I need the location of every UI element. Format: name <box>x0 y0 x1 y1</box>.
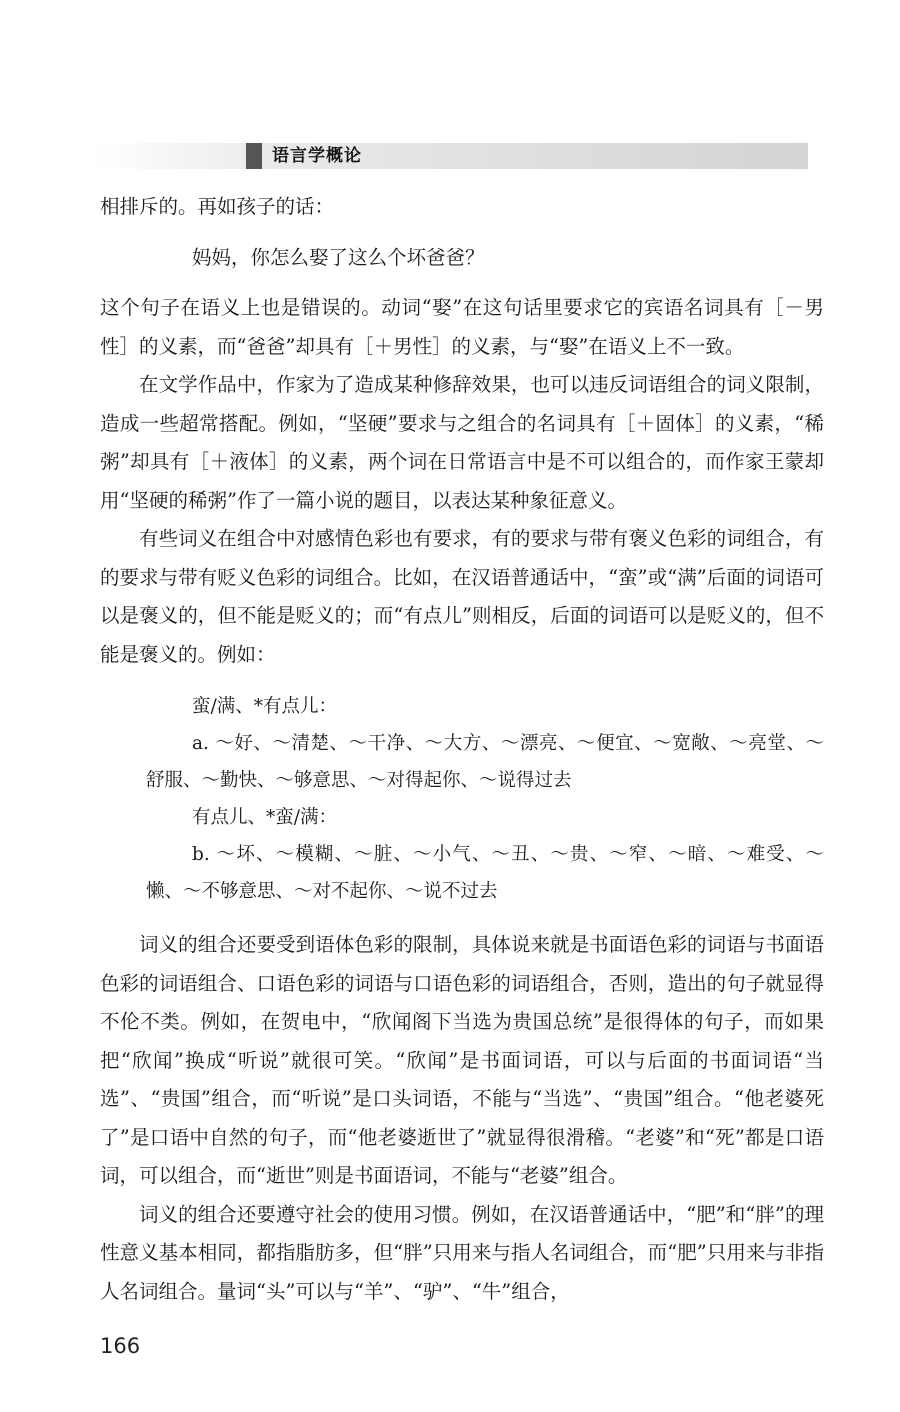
paragraph: 有些词义在组合中对感情色彩也有要求，有的要求与带有褒义色彩的词组合，有的要求与带有贬义色彩的词组合。比如，在汉语普通话中，“蛮”或“满”后面的词语可以是褒义的，但不能是贬义的；而“有点儿”则相反，后面的词语可以是贬义的，但不能是褒义的。例如： <box>100 527 824 666</box>
example-a-heading: 蛮/满、*有点儿： <box>192 696 337 717</box>
example-b-body: b. ～坏、～模糊、～脏、～小气、～丑、～贵、～窄、～暗、～难受、～懒、～不够意思、～对不起你、～说不过去 <box>146 844 824 902</box>
running-header-title: 语言学概论 <box>272 146 362 166</box>
paragraph: 这个句子在语义上也是错误的。动词“娶”在这句话里要求它的宾语名词具有［－男性］的义素，而“爸爸”却具有［＋男性］的义素，与“娶”在语义上不一致。 <box>100 296 824 358</box>
header-band <box>96 143 808 169</box>
paragraph-continuation: 相排斥的。再如孩子的话： <box>100 195 335 218</box>
page-content <box>100 188 824 1311</box>
example-group <box>100 688 824 910</box>
page-number: 166 <box>100 1334 141 1358</box>
example-a-body: a. ～好、～清楚、～干净、～大方、～漂亮、～便宜、～宽敞、～亮堂、～舒服、～勤快、～够意思、～对得起你、～说得过去 <box>146 733 824 791</box>
header-marker <box>246 143 262 169</box>
paragraph: 词义的组合还要受到语体色彩的限制，具体说来就是书面语色彩的词语与书面语色彩的词语组合、口语色彩的词语与口语色彩的词语组合，否则，造出的句子就显得不伦不类。例如，在贺电中，“欣闻阁下当选为贵国总统”是很得体的句子，而如果把“欣闻”换成“听说”就很可笑。“欣闻”是书面词语，可以与后面的书面词语“当选”、“贵国”组合，而“听说”是口头词语，不能与“当选”、“贵国”组合。“他老婆死了”是口语中自然的句子，而“他老婆逝世了”就显得很滑稽。“老婆”和“死”都是口语词，可以组合，而“逝世”则是书面语词，不能与“老婆”组合。 <box>100 933 824 1187</box>
paragraph: 在文学作品中，作家为了造成某种修辞效果，也可以违反词语组合的词义限制，造成一些超常搭配。例如，“坚硬”要求与之组合的名词具有［＋固体］的义素，“稀粥”却具有［＋液体］的义素，两个词在日常语言中是不可以组合的，而作家王蒙却用“坚硬的稀粥”作了一篇小说的题目，以表达某种象征意义。 <box>100 373 824 512</box>
example-quote: 妈妈，你怎么娶了这么个坏爸爸？ <box>192 245 485 269</box>
example-b-heading: 有点儿、*蛮/满： <box>192 807 337 828</box>
paragraph: 词义的组合还要遵守社会的使用习惯。例如，在汉语普通话中，“肥”和“胖”的理性意义基本相同，都指脂肪多，但“胖”只用来与指人名词组合，而“肥”只用来与非指人名词组合。量词“头”可以与“羊”、“驴”、“牛”组合， <box>100 1202 824 1303</box>
